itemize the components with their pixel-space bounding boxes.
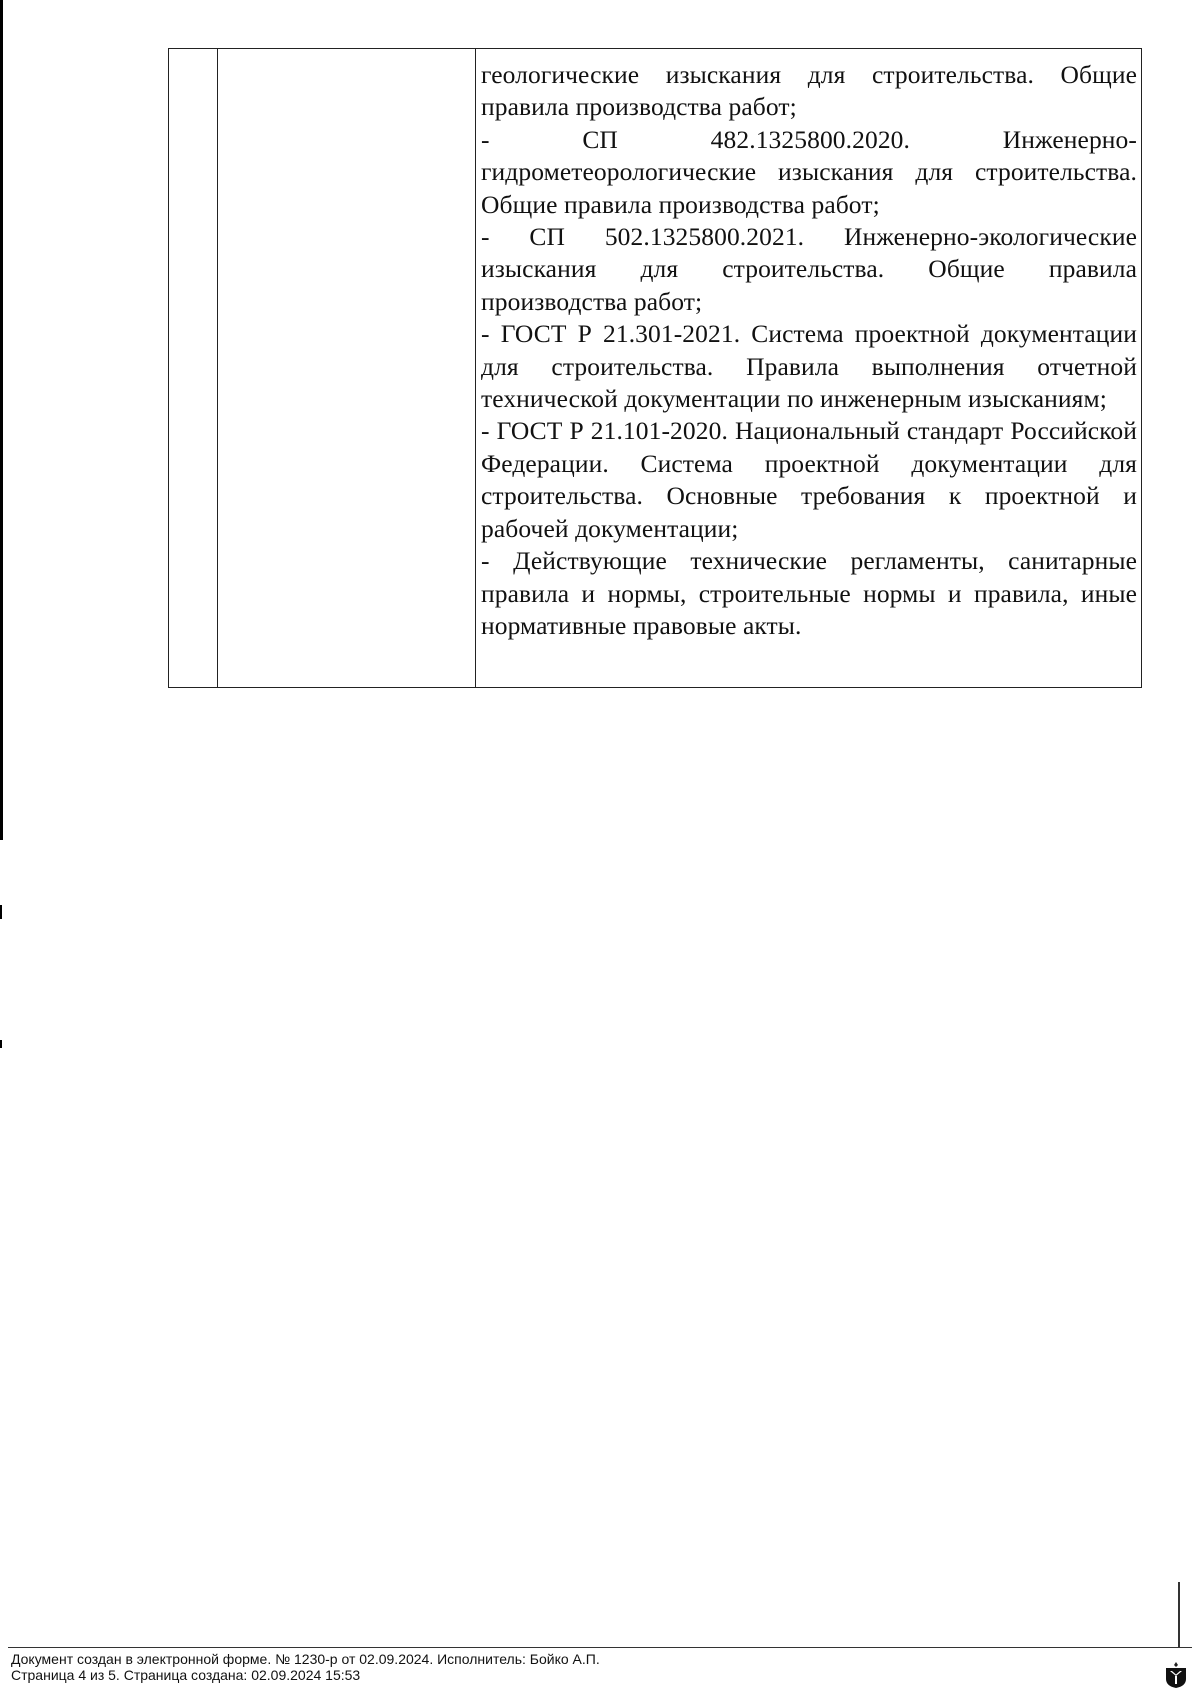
footer-info <box>11 1651 600 1683</box>
scan-mark-artifact <box>0 1040 2 1048</box>
footer-rule <box>8 1647 1192 1648</box>
footer-line-document: Документ создан в электронной форме. № 1230-р от 02.09.2024. Исполнитель: Бойко А.П. <box>11 1651 600 1667</box>
table-text-paragraph: геологические изыскания для строительства. Общие правила производства работ; <box>481 60 1137 122</box>
table-cell-name <box>217 49 475 687</box>
coat-of-arms-icon <box>1165 1661 1187 1689</box>
footer-vertical-rule <box>1178 1582 1180 1648</box>
footer-line-page: Страница 4 из 5. Страница создана: 02.09.2024 15:53 <box>11 1667 361 1683</box>
table-text-paragraph: - СП 502.1325800.2021. Инженерно-экологические изыскания для строительства. Общие правила производства работ; <box>481 222 1137 316</box>
table-text-paragraph: - СП 482.1325800.2020. Инженерно-гидрометеорологические изыскания для строительства. Общие правила производства работ; <box>481 124 1137 219</box>
scan-mark-artifact <box>0 905 2 919</box>
requirements-table <box>168 48 1142 688</box>
table-cell-number <box>168 49 217 687</box>
table-text-paragraph: - ГОСТ Р 21.101-2020. Национальный стандарт Российской Федерации. Система проектной документации для строительства. Основные требования к проектной и рабочей документации; <box>481 416 1137 543</box>
scan-edge-artifact <box>0 0 3 840</box>
table-cell-content <box>475 49 1142 687</box>
table-text-paragraph: - ГОСТ Р 21.301-2021. Система проектной документации для строительства. Правила выполнения отчетной технической документации по инженерным изысканиям; <box>481 319 1137 414</box>
table-text-paragraph: - Действующие технические регламенты, санитарные правила и нормы, строительные нормы и правила, иные нормативные правовые акты. <box>481 546 1137 640</box>
